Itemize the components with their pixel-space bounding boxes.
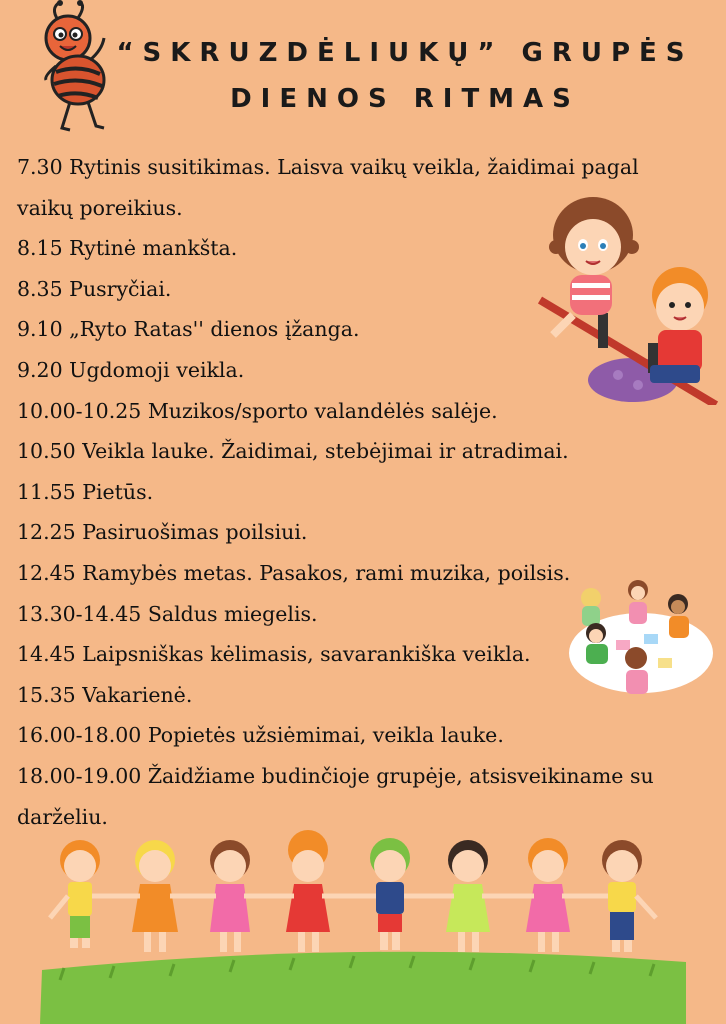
schedule-item: 10.00-10.25 Muzikos/sporto valandėlės salėje. — [17, 398, 498, 423]
schedule-item: 12.45 Ramybės metas. Pasakos, rami muzika, poilsis. — [17, 560, 571, 585]
kids-drawing-circle-illustration — [566, 578, 716, 708]
schedule-item: 9.10 „Ryto Ratas'' dienos įžanga. — [17, 317, 360, 342]
schedule-item: 7.30 Rytinis susitikimas. Laisva vaikų veikla, žaidimai pagal vaikų poreikius. — [17, 155, 639, 220]
title-line-2: DIENOS RITMAS — [230, 84, 580, 114]
page-title — [100, 30, 710, 122]
schedule-item: 16.00-18.00 Popietės užsiėmimai, veikla lauke. — [17, 723, 504, 748]
schedule-item: 14.45 Laipsniškas kėlimasis, savarankiška veikla. — [17, 642, 531, 667]
schedule-item: 10.50 Veikla lauke. Žaidimai, stebėjimai ir atradimai. — [17, 439, 569, 464]
kids-holding-hands-illustration — [0, 820, 726, 1024]
schedule-item: 15.35 Vakarienė. — [17, 682, 193, 707]
schedule-item: 8.15 Rytinė mankšta. — [17, 236, 238, 261]
schedule-item: 11.55 Pietūs. — [17, 479, 154, 504]
schedule-item: 8.35 Pusryčiai. — [17, 276, 172, 301]
kid-figure-4 — [286, 830, 330, 952]
schedule-item: 12.25 Pasiruošimas poilsiui. — [17, 520, 308, 545]
title-line-1: “SKRUZDĖLIUKŲ” GRUPĖS — [116, 38, 694, 68]
schedule-item: 9.20 Ugdomoji veikla. — [17, 357, 245, 382]
schedule-item: 13.30-14.45 Saldus miegelis. — [17, 601, 318, 626]
schedule-item: 18.00-19.00 Žaidžiame budinčioje grupėje, atsisveikiname su darželiu. — [17, 763, 654, 829]
seesaw-kids-illustration — [538, 195, 718, 405]
